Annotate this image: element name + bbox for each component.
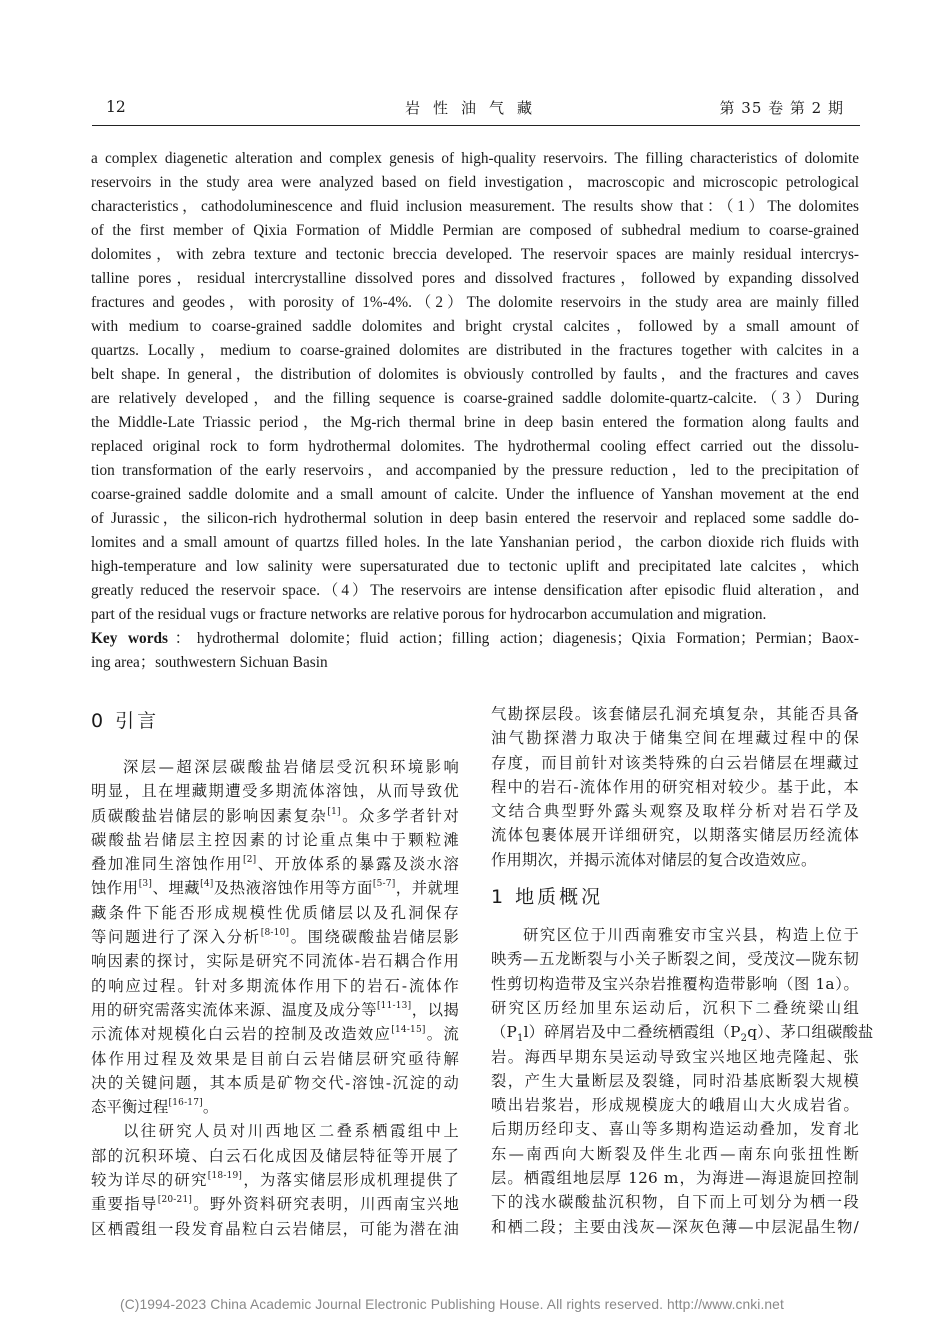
abstract-line: of Jurassic，the silicon-rich hydrothermal solution in deep basin entered the reservoir and replaced some saddle do- bbox=[91, 510, 859, 527]
text-line: 区栖霞组一段发育晶粒白云岩储层，可能为潜在油 bbox=[91, 1219, 459, 1238]
copyright-footer: (C)1994-2023 China Academic Journal Electronic Publishing House. All rights reserved. http://www.cnki.net bbox=[120, 1297, 784, 1312]
text-line: 东—南西向大断裂及伴生北西—南东向张扭性断 bbox=[491, 1144, 859, 1163]
issue-info: 第 35 卷 第 2 期 bbox=[719, 99, 844, 117]
text-line: 岩。海西早期东吴运动导致宝兴地区地壳隆起、张 bbox=[491, 1047, 859, 1066]
abstract-line: high-temperature and low salinity were supersaturated due to tectonic uplift and precipitated late calcites，which bbox=[91, 558, 859, 575]
text-line: 下的浅水碳酸盐沉积物，自下而上可划分为栖一段 bbox=[491, 1193, 859, 1212]
text-line: 蚀作用[3]、埋藏[4]及热液溶蚀作用等方面[5-7]，并就埋 bbox=[91, 879, 459, 898]
text-line: 决的关键问题，其本质是矿物交代-溶蚀-沉淀的动 bbox=[91, 1073, 459, 1092]
text-line: 气勘探层段。该套储层孔洞充填复杂，其能否具备 bbox=[491, 705, 859, 723]
english-abstract bbox=[91, 147, 859, 675]
abstract-line: belt shape. In general，the distribution of dolomites is obviously controlled by faults，and the fractures and caves bbox=[91, 366, 859, 383]
text-line: 深层—超深层碳酸盐岩储层受沉积环境影响 bbox=[123, 758, 459, 776]
text-line: 映秀—五龙断裂与小关子断裂之间，受茂汶—陇东韧 bbox=[491, 950, 859, 969]
text-line: 流体包裹体展开详细研究，以期落实储层历经流体 bbox=[491, 826, 859, 845]
abstract-line: quartzs. Locally，medium to coarse-grained dolomites are distributed in the fractures together with calcites in a bbox=[91, 342, 859, 359]
citation: [14-15] bbox=[391, 1025, 426, 1036]
text-line: 部的沉积环境、白云石化成因及储层特征等开展了 bbox=[91, 1146, 459, 1165]
abstract-line: characteristics，cathodoluminescence and fluid inclusion measurement. The results show that：（1）The dolomites bbox=[91, 198, 859, 215]
abstract-line: fractures and geodes，with porosity of 1%-4%.（2）The dolomite reservoirs in the study area are mainly filled bbox=[91, 294, 859, 311]
text-line: 较为详尽的研究[18-19]，为落实储层形成机理提供了 bbox=[91, 1171, 459, 1190]
running-header bbox=[92, 96, 858, 124]
right-column bbox=[491, 702, 874, 1263]
abstract-line: with medium to coarse-grained saddle dolomites and bright crystal calcites，followed by a small amount of bbox=[91, 318, 859, 335]
citation: [5-7] bbox=[372, 879, 396, 890]
text-line: 质碳酸盐岩储层的影响因素复杂[1]。众多学者针对 bbox=[91, 806, 459, 825]
text-line: 程中的岩石-流体作用的研究相对较少。基于此，本 bbox=[491, 777, 859, 796]
abstract-line: replaced original rock to form hydrothermal dolomites. The hydrothermal cooling effect carried out the dissolu- bbox=[91, 438, 859, 455]
text-line: 喷出岩浆岩，形成规模庞大的峨眉山大火成岩省。 bbox=[491, 1096, 859, 1115]
citation: [16-17] bbox=[168, 1098, 203, 1109]
text-line: $(P_1l)$碎屑岩及中二叠统栖霞组$(P_2q)$、茅口组碳酸盐 bbox=[491, 1023, 874, 1045]
text-line: 裂，产生大量断层及裂缝，同时沿基底断裂大规模 bbox=[491, 1071, 859, 1090]
text-line: 重要指导[20-21]。野外资料研究表明，川西南宝兴地 bbox=[91, 1195, 459, 1214]
left-column bbox=[91, 702, 459, 1241]
text-line: 体作用过程及效果是目前白云岩储层研究亟待解 bbox=[91, 1049, 459, 1068]
text-line: 后期历经印支、喜山等多期构造运动叠加，发育北 bbox=[491, 1120, 859, 1139]
text-line: 叠加准同生溶蚀作用[2]、开放体系的暴露及淡水溶 bbox=[91, 855, 459, 874]
text-line: 文结合典型野外露头观察及取样分析对岩石学及 bbox=[491, 802, 859, 821]
text-line: 明显，且在埋藏期遭受多期流体溶蚀，从而导致优 bbox=[91, 782, 459, 801]
abstract-line: reservoirs in the study area were analyzed based on field investigation，macroscopic and microscopic petrological bbox=[91, 174, 859, 191]
abstract-line: coarse-grained saddle dolomite and a small amount of calcite. Under the influence of Yanshan movement at the end bbox=[91, 486, 859, 503]
text-line: 以往研究人员对川西地区二叠系栖霞组中上 bbox=[123, 1122, 459, 1141]
abstract-line: tion transformation of the early reservoirs，and accompanied by the pressure reduction，led to the precipitation of bbox=[91, 462, 859, 479]
abstract-line: of the first member of Qixia Formation of Middle Permian are composed of subhedral medium to coarse-grained bbox=[91, 222, 859, 239]
citation: [3] bbox=[138, 879, 153, 890]
text-line: 示流体对规模化白云岩的控制及改造效应[14-15]。流 bbox=[91, 1025, 459, 1044]
abstract-line: greatly reduced the reservoir space.（4）The reservoirs are intense densification after episodic fluid alteration，and bbox=[91, 582, 859, 599]
abstract-line: the Middle-Late Triassic period，the Mg-rich thermal brine in deep basin entered the formation along faults and bbox=[91, 414, 859, 431]
text-line: 性剪切构造带及宝兴杂岩推覆构造带影响（图 1a）。 bbox=[491, 974, 859, 993]
text-line: 用的研究需落实流体来源、温度及成分等[11-13]，以揭 bbox=[91, 1000, 459, 1019]
text-line: 碳酸盐岩储层主控因素的讨论重点集中于颗粒滩 bbox=[91, 830, 459, 849]
text-line: 研究区位于川西南雅安市宝兴县，构造上位于 bbox=[523, 926, 859, 945]
keywords-line: Key words：hydrothermal dolomite；fluid action；filling action；diagenesis；Qixia Formation；Permian；Baox- bbox=[91, 630, 860, 647]
citation: [1] bbox=[327, 806, 341, 817]
journal-title: 岩性油气藏 bbox=[404, 99, 545, 117]
header-divider bbox=[92, 125, 860, 126]
citation: [20-21] bbox=[157, 1195, 193, 1206]
keywords-line: ing area；southwestern Sichuan Basin bbox=[91, 654, 328, 671]
citation: [4] bbox=[200, 879, 214, 890]
text-line: 研究区历经加里东运动后，沉积下二叠统梁山组 bbox=[491, 998, 859, 1017]
abstract-line: dolomites，with zebra texture and tectonic breccia developed. The reservoir spaces are mainly residual intercrys- bbox=[91, 246, 859, 263]
text-line: 层。栖霞组地层厚 126 m，为海进—海退旋回控制 bbox=[491, 1169, 859, 1188]
abstract-line: a complex diagenetic alteration and complex genesis of high-quality reservoirs. The filling characteristics of dolomite bbox=[91, 150, 859, 167]
text-line bbox=[491, 1239, 859, 1263]
abstract-line: lomites and a small amount of quartzs filled holes. In the late Yanshanian period，the carbon dioxide rich fluids with bbox=[91, 534, 859, 551]
section-heading-intro: 0 引言 bbox=[91, 710, 160, 732]
text-line: 态平衡过程[16-17]。 bbox=[91, 1098, 219, 1117]
citation: [8-10] bbox=[260, 928, 290, 939]
section-heading-geology: 1 地质概况 bbox=[491, 886, 604, 909]
text-line: 的响应过程。针对多期流体作用下的岩石-流体作 bbox=[91, 976, 459, 995]
text-line: 存度，而目前针对该类特殊的白云岩储层在埋藏过 bbox=[491, 753, 859, 772]
abstract-line: are relatively developed，and the filling sequence is coarse-grained saddle dolomite-quartz-calcite.（3）During bbox=[91, 390, 859, 407]
citation: [18-19] bbox=[207, 1171, 243, 1182]
text-line: 响因素的探讨，实际是研究不同流体-岩石耦合作用 bbox=[91, 952, 459, 971]
abstract-line: talline pores，residual intercrystalline dissolved pores and dissolved fractures，followed by expanding dissolved bbox=[91, 270, 859, 287]
text-line: 藏条件下能否形成规模性优质储层以及孔洞保存 bbox=[91, 903, 459, 922]
text-line: 油气勘探潜力取决于储集空间在埋藏过程中的保 bbox=[491, 729, 859, 748]
citation: [2] bbox=[242, 855, 257, 866]
abstract-line: part of the residual vugs or fracture networks are relative porous for hydrocarbon accumulation and migration. bbox=[91, 606, 767, 623]
page-number: 12 bbox=[106, 98, 126, 116]
text-line: 和栖二段；主要由浅灰—深灰色薄—中层泥晶生物/ bbox=[491, 1217, 859, 1236]
keywords-label: Key words bbox=[91, 630, 168, 647]
text-line: 等问题进行了深入分析[8-10]。围绕碳酸盐岩储层影 bbox=[91, 928, 459, 947]
text-line: 作用期次，并揭示流体对储层的复合改造效应。 bbox=[491, 850, 817, 869]
citation: [11-13] bbox=[376, 1000, 412, 1011]
